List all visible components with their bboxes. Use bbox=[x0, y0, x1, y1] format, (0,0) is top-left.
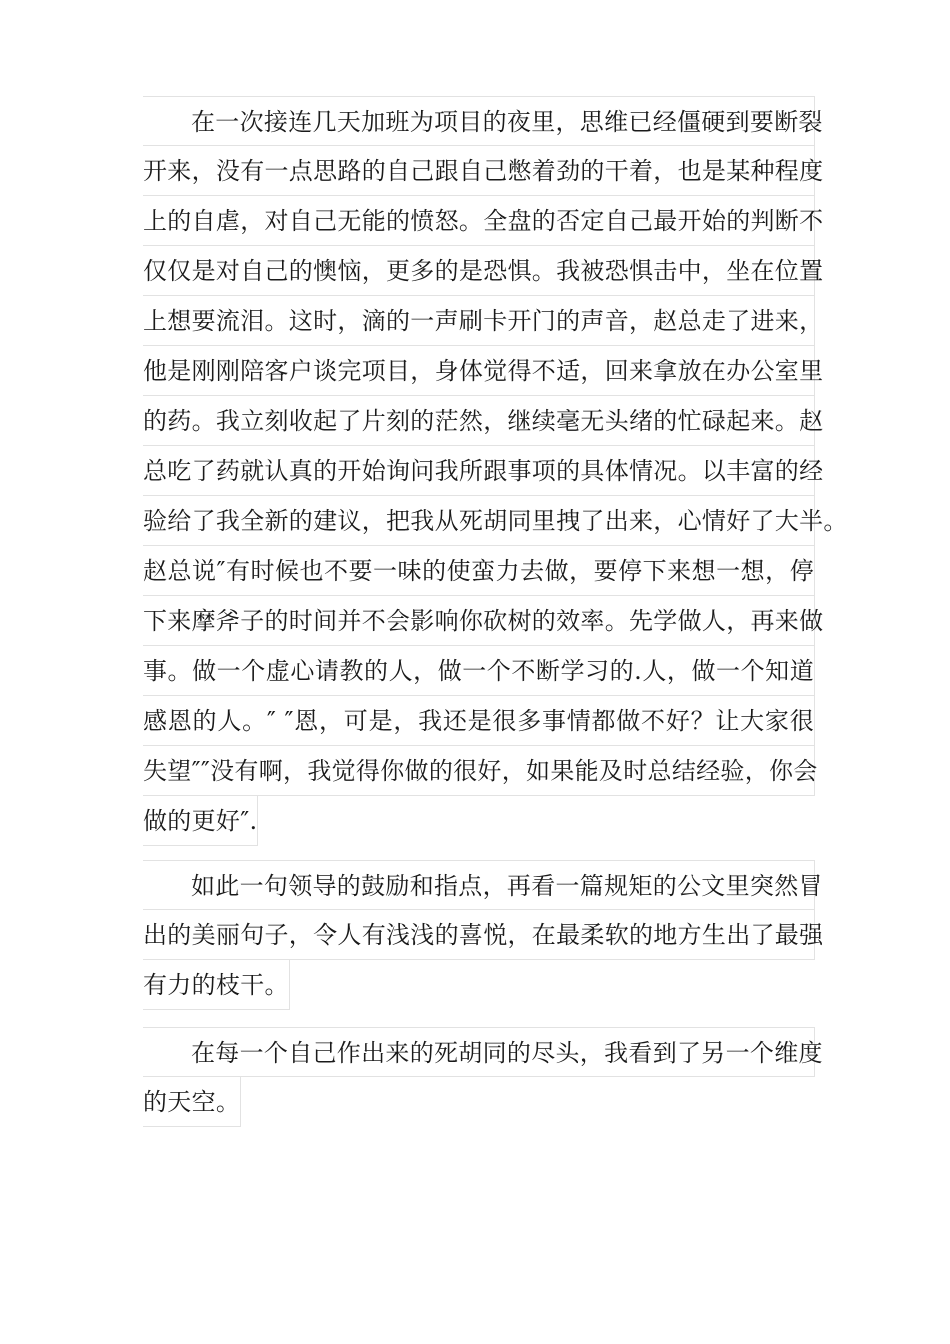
text-line: 仅仅是对自己的懊恼，更多的是恐惧。我被恐惧击中，坐在位置 bbox=[143, 246, 815, 296]
text-line: 下来摩斧子的时间并不会影响你砍树的效率。先学做人，再来做 bbox=[143, 596, 815, 646]
text-line: 上的自虐，对自己无能的愤怒。全盘的否定自己最开始的判断不 bbox=[143, 196, 815, 246]
text-line: 验给了我全新的建议，把我从死胡同里拽了出来，心情好了大半。 bbox=[143, 496, 815, 546]
text-line: 在一次接连几天加班为项目的夜里，思维已经僵硬到要断裂 bbox=[143, 96, 815, 146]
paragraph-2 bbox=[143, 860, 824, 1010]
text-line: 上想要流泪。这时，滴的一声刷卡开门的声音，赵总走了进来， bbox=[143, 296, 815, 346]
text-line: 出的美丽句子，令人有浅浅的喜悦，在最柔软的地方生出了最强 bbox=[143, 910, 815, 960]
text-line: 做的更好″. bbox=[143, 796, 258, 846]
text-line: 如此一句领导的鼓励和指点，再看一篇规矩的公文里突然冒 bbox=[143, 860, 815, 910]
text-line: 事。做一个虚心请教的人，做一个不断学习的.人，做一个知道 bbox=[143, 646, 815, 696]
text-line: 赵总说″有时候也不要一味的使蛮力去做，要停下来想一想，停 bbox=[143, 546, 815, 596]
paragraph-3 bbox=[143, 1027, 823, 1127]
text-line: 的天空。 bbox=[143, 1077, 241, 1127]
text-line: 他是刚刚陪客户谈完项目，身体觉得不适，回来拿放在办公室里 bbox=[143, 346, 815, 396]
text-line: 失望″″没有啊，我觉得你做的很好，如果能及时总结经验，你会 bbox=[143, 746, 815, 796]
text-line: 有力的枝干。 bbox=[143, 960, 290, 1010]
text-line: 感恩的人。″ ″恩，可是，我还是很多事情都做不好？让大家很 bbox=[143, 696, 815, 746]
text-line: 总吃了药就认真的开始询问我所跟事项的具体情况。以丰富的经 bbox=[143, 446, 815, 496]
paragraph-1 bbox=[143, 96, 848, 846]
text-line: 的药。我立刻收起了片刻的茫然，继续毫无头绪的忙碌起来。赵 bbox=[143, 396, 815, 446]
text-line: 在每一个自己作出来的死胡同的尽头，我看到了另一个维度 bbox=[143, 1027, 815, 1077]
text-line: 开来，没有一点思路的自己跟自己憋着劲的干着，也是某种程度 bbox=[143, 146, 815, 196]
